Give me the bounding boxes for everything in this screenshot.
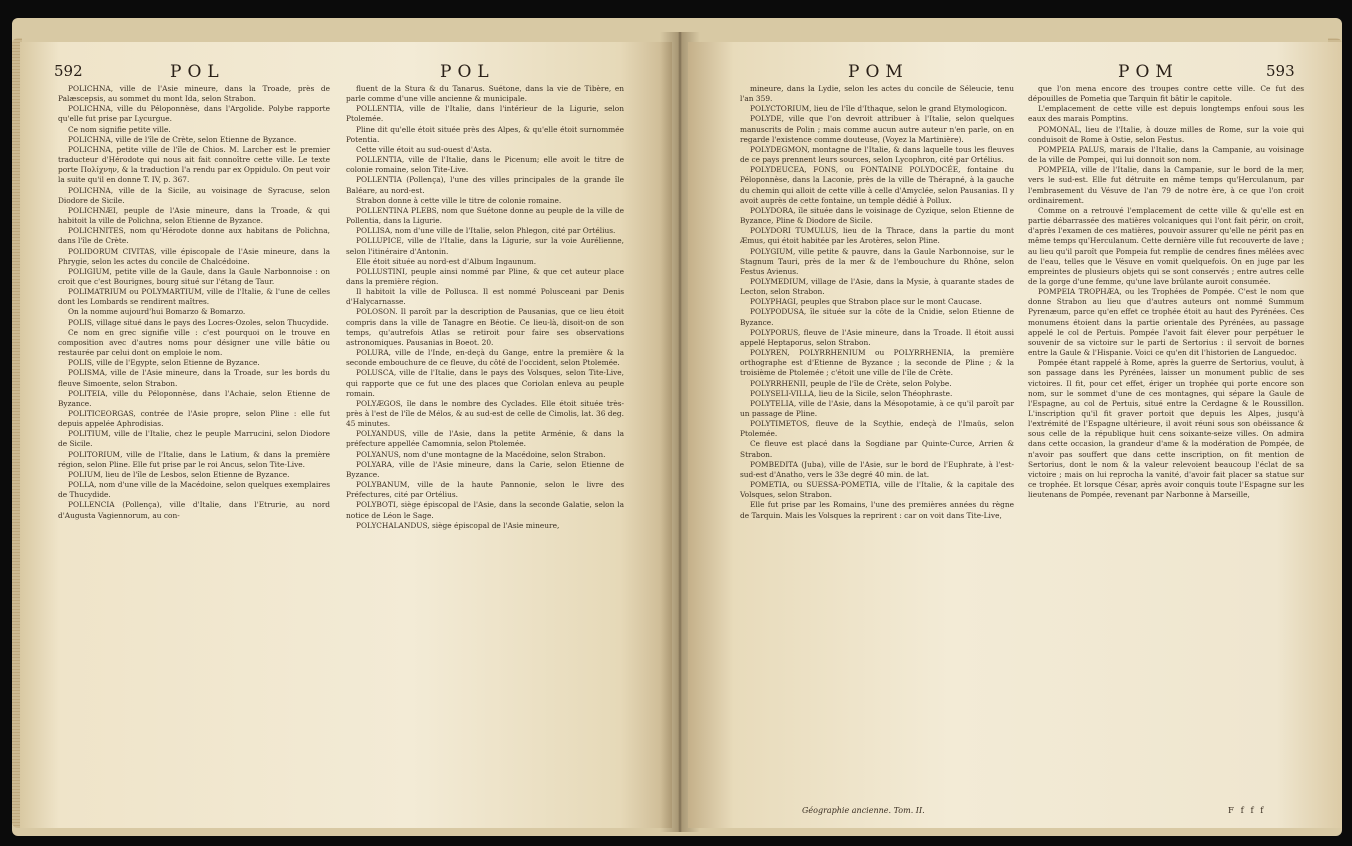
left-running-head-right: POL xyxy=(440,62,495,82)
entry-paragraph: POLIGIUM, petite ville de la Gaule, dans la Gaule Narbonnoise : on croit que c'est Bourignes, bourg situé sur l'étang de Taur. xyxy=(58,266,330,286)
entry-paragraph: POLYANDUS, ville de l'Asie, dans la petite Arménie, & dans la préfecture appellée Camomnia, selon Ptolemée. xyxy=(346,429,624,449)
entry-paragraph: POLYÆGOS, île dans le nombre des Cyclades. Elle étoit située très-près à l'est de l'île de Mélos, & au sud-est de celle de Cimolis, lat. 36 deg. 45 minutes. xyxy=(346,398,624,429)
entry-paragraph: POLYDORA, île située dans le voisinage de Cyzique, selon Etienne de Byzance, Pline & Diodore de Sicile. xyxy=(740,205,1014,226)
entry-paragraph: POLYPHAGI, peuples que Strabon place sur le mont Caucase. xyxy=(750,297,982,307)
open-book xyxy=(12,18,1342,836)
entry-paragraph: POLITIUM, ville de l'Italie, chez le peuple Marrucini, selon Diodore de Sicile. xyxy=(58,429,330,449)
entry-paragraph: Elle étoit située au nord-est d'Album Ingaunum. xyxy=(356,256,537,266)
left-page xyxy=(20,42,672,828)
right-running-head: POM xyxy=(1118,62,1179,82)
entry-paragraph: Strabon donne à cette ville le titre de colonie romaine. xyxy=(356,195,562,205)
entry-paragraph: Ce nom signifie petite ville. xyxy=(68,124,171,134)
entry-paragraph: POLICHNA, ville de la Sicile, au voisinage de Syracuse, selon Diodore de Sicile. xyxy=(58,185,330,205)
entry-paragraph: L'emplacement de cette ville est depuis longtemps enfoui sous les eaux des marais Pomptins. xyxy=(1028,104,1304,124)
entry-paragraph: POMPEIA PALUS, marais de l'Italie, dans la Campanie, au voisinage de la ville de Pompei, qui lui donnoit son nom. xyxy=(1028,144,1304,165)
entry-paragraph: POLIS, village situé dans le pays des Locres-Ozoles, selon Thucydide. xyxy=(68,317,329,327)
entry-paragraph: POLIDORUM CIVITAS, ville épiscopale de l'Asie mineure, dans la Phrygie, selon les actes du concile de Chalcédoine. xyxy=(58,246,330,266)
entry-paragraph: POLLENTIA, ville de l'Italie, dans l'intérieur de la Ligurie, selon Ptolemée. xyxy=(346,104,624,124)
entry-paragraph: Comme on a retrouvé l'emplacement de cette ville & qu'elle est en partie débarrassée des matières volcaniques qui l'ont fait périr, on croit, d'après l'examen de ces matières, pouvoir assurer qu'elle ne périt pas en même temps qu'Herculanum. Cette dernière ville fut recouverte de lave ; au lieu qu'il paroît que Pompeia fut remplie de cendres fines mêlées avec de l'eau, telles que le Vésuve en vomit quelquefois. On en juge par les empreintes de plusieurs objets qui se sont conservés ; entre autres celle de la gorge d'une femme, qu'une lave brûlante auroit consumée. xyxy=(1028,205,1304,286)
left-page-column-2 xyxy=(346,84,624,531)
entry-paragraph: Cette ville étoit au sud-ouest d'Asta. xyxy=(356,144,492,154)
entry-paragraph: POLYPORUS, fleuve de l'Asie mineure, dans la Troade. Il étoit aussi appelé Heptaporus, selon Strabon. xyxy=(740,327,1014,347)
entry-paragraph: POLITEIA, ville du Péloponnèse, dans l'Achaie, selon Etienne de Byzance. xyxy=(58,388,330,408)
entry-paragraph: fluent de la Stura & du Tanarus. Suétone, dans la vie de Tibère, en parle comme d'une ville ancienne & municipale. xyxy=(346,84,624,104)
entry-paragraph: mineure, dans la Lydie, selon les actes du concile de Séleucie, tenu l'an 359. xyxy=(740,84,1014,104)
entry-paragraph: On la nomme aujourd'hui Bomarzo & Bomarzo. xyxy=(68,307,246,317)
entry-paragraph: POMETIA, ou SUESSA-POMETIA, ville de l'Italie, & la capitale des Volsques, selon Strabon. xyxy=(740,480,1014,500)
entry-paragraph: POLLA, nom d'une ville de la Macédoine, selon quelques exemplaires de Thucydide. xyxy=(58,480,330,500)
entry-paragraph: POLYDE, ville que l'on devroit attribuer à l'Italie, selon quelques manuscrits de Polin ; mais comme aucun autre auteur n'en parle, on en regarde l'existence comme douteuse, (Voyez la Martinière). xyxy=(740,114,1014,144)
entry-paragraph: POMBEDITA (Juba), ville de l'Asie, sur le bord de l'Euphrate, à l'est-sud-est d'Anatho, vers le 33e degré 40 min. de lat. xyxy=(740,459,1014,479)
entry-paragraph: POLYPODUSA, île située sur la côte de la Cnidie, selon Etienne de Byzance. xyxy=(740,307,1014,327)
entry-paragraph: Pompée étant rappelé à Rome, après la guerre de Sertorius, voulut, à son passage dans les Pyrénées, laisser un monument public de ses victoires. Il fit, pour cet effet, ériger un trophée qui porte encore son nom, sur le sommet d'une de ces montagnes, qui sépare la Gaule de l'Espagne, au col de Pertuis, situé entre la Cerdagne & le Roussillon. L'inscription qu'il fit graver portoit que depuis les Alpes, jusqu'à l'extrémité de l'Espagne ultérieure, il avoit réuni sous son obéissance & sous celle de la république huit cens soixante-seize villes. On admira dans cette occasion, la grandeur d'ame & la modération de Pompée, de n'avoir pas souffert que dans cette inscription, on fit mention de Sertorius, dont le nom & la valeur relevoient beaucoup l'éclat de sa victoire ; mais on lui reprocha la vanité, d'avoir fait placer sa statue sur ce trophée. Et lorsque César, après avoir conquis toute l'Espagne sur les lieutenans de Pompée, revenant par Narbonne à Marseille, xyxy=(1028,358,1304,500)
entry-paragraph: POLICHNA, ville du Péloponnèse, dans l'Argolide. Polybe rapporte qu'elle fut prise par Lycurgue. xyxy=(58,104,330,124)
right-running-head-left: POM xyxy=(848,62,909,82)
entry-paragraph: POMPEIA TROPHÆA, ou les Trophées de Pompée. C'est le nom que donne Strabon au lieu que d'autres auteurs ont nommé Summum Pyrenæum, parce qu'en effet ce trophée étoit au haut des Pyrénées. Ces monumens étoient dans la partie orientale des Pyrénées, au passage appelé le col de Pertuis. Pompée l'avoit fait élever pour perpétuer le souvenir de sa victoire sur le parti de Sertorius : il servoit de bornes entre la Gaule & l'Hispanie. Voici ce qu'en dit l'historien de Languedoc. xyxy=(1028,287,1304,358)
left-page-number: 592 xyxy=(54,62,83,80)
entry-paragraph: POLICHNÆI, peuple de l'Asie mineure, dans la Troade, & qui habitoit la ville de Polichna, selon Etienne de Byzance. xyxy=(58,205,330,226)
entry-paragraph: POLIMATRIUM ou POLYMARTIUM, ville de l'Italie, & l'une de celles dont les Lombards se rendirent maîtres. xyxy=(58,287,330,307)
entry-paragraph: POLIS, ville de l'Egypte, selon Etienne de Byzance. xyxy=(68,358,260,368)
entry-paragraph: POLYCHALANDUS, siège épiscopal de l'Asie mineure, xyxy=(356,520,560,530)
entry-paragraph: POLYDEGMON, montagne de l'Italie, & dans laquelle tous les fleuves de ce pays prennent leurs sources, selon Lycophron, cité par Ortélius. xyxy=(740,144,1014,165)
entry-paragraph: POLLISA, nom d'une ville de l'Italie, selon Phlegon, cité par Ortélius. xyxy=(356,226,616,236)
page-footer-title: Géographie ancienne. Tom. II. xyxy=(802,806,925,815)
right-page-number: 593 xyxy=(1266,62,1295,80)
entry-paragraph: POLLENCIA (Pollença), ville d'Italie, dans l'Etrurie, au nord d'Augusta Vagiennorum, au con- xyxy=(58,500,330,520)
left-running-head: POL xyxy=(170,62,225,82)
entry-paragraph: POLYARA, ville de l'Asie mineure, dans la Carie, selon Etienne de Byzance. xyxy=(346,459,624,479)
entry-paragraph: POLLENTINA PLEBS, nom que Suétone donne au peuple de la ville de Pollentia, dans la Ligurie. xyxy=(346,205,624,226)
entry-paragraph: POLUSCA, ville de l'Italie, dans le pays des Volsques, selon Tite-Live, qui rapporte que ce fut une des places que Coriolan enleva au peuple romain. xyxy=(346,368,624,398)
right-page xyxy=(688,42,1342,828)
entry-paragraph: POLYDORI TUMULUS, lieu de la Thrace, dans la partie du mont Æmus, qui étoit habitée par les Arotères, selon Pline. xyxy=(740,226,1014,246)
entry-paragraph: Elle fut prise par les Romains, l'une des premières années du règne de Tarquin. Mais les Volsques la reprirent : car on voit dans Tite-Live, xyxy=(740,500,1014,520)
entry-paragraph: POLOSON. Il paroît par la description de Pausanias, que ce lieu étoit compris dans la ville de Tanagre en Béotie. Ce lieu-là, disoit-on de son temps, qu'autrefois Atlas se retiroit pour faire ses observations astronomiques. Pausanias in Boeot. 20. xyxy=(346,307,624,347)
right-page-column-2 xyxy=(1028,84,1304,500)
entry-paragraph: POLYGIUM, ville petite & pauvre, dans la Gaule Narbonnoise, sur le Stagnum Tauri, près de la mer & de l'embouchure du Rhône, selon Festus Avienus. xyxy=(740,246,1014,276)
entry-paragraph: POLICHNA, ville de l'Asie mineure, dans la Troade, près de Palæscepsis, au sommet du mont Ida, selon Strabon. xyxy=(58,84,330,104)
left-page-column-1 xyxy=(58,84,330,521)
entry-paragraph: POLIUM, lieu de l'île de Lesbos, selon Etienne de Byzance. xyxy=(68,469,290,479)
entry-paragraph: POLYTIMETOS, fleuve de la Scythie, endeçà de l'Imaüs, selon Ptolemée. xyxy=(740,419,1014,439)
entry-paragraph: POLYRRHENII, peuple de l'île de Crète, selon Polybe. xyxy=(750,378,952,388)
entry-paragraph: POMONAL, lieu de l'Italie, à douze milles de Rome, sur la voie qui conduisoit de Rome à Ostie, selon Festus. xyxy=(1028,124,1304,144)
entry-paragraph: POLLENTIA (Pollença), l'une des villes principales de la grande île Baléare, au nord-est. xyxy=(346,175,624,195)
entry-paragraph: Ce fleuve est placé dans la Sogdiane par Quinte-Curce, Arrien & Strabon. xyxy=(740,439,1014,459)
entry-paragraph: POLICHNA, ville de l'île de Crète, selon Etienne de Byzance. xyxy=(68,134,297,144)
entry-paragraph: POLITORIUM, ville de l'Italie, dans le Latium, & dans la première région, selon Pline. Elle fut prise par le roi Ancus, selon Tite-Live. xyxy=(58,449,330,469)
entry-paragraph: POLYCTORIUM, lieu de l'île d'Ithaque, selon le grand Etymologicon. xyxy=(750,104,1008,114)
entry-paragraph: POLLENTIA, ville de l'Italie, dans le Picenum; elle avoit le titre de colonie romaine, selon Tite-Live. xyxy=(346,155,624,175)
entry-paragraph: POLYDEUCEA, FONS, ou FONTAINE POLYDOCÉE, fontaine du Péloponnèse, dans la Laconie, près de la ville de Thérapné, à la gauche du chemin qui alloit de cette ville à celle d'Amyclée, selon Pausanias. Il y avoit auprès de cette fontaine, un temple dédié à Pollux. xyxy=(740,165,1014,205)
entry-paragraph: POLYBOTI, siège épiscopal de l'Asie, dans la seconde Galatie, selon la notice de Léon le Sage. xyxy=(346,500,624,520)
entry-paragraph: POLYMEDIUM, village de l'Asie, dans la Mysie, à quarante stades de Lecton, selon Strabon. xyxy=(740,276,1014,297)
entry-paragraph: que l'on mena encore des troupes contre cette ville. Ce fut des dépouilles de Pometia que Tarquin fit bâtir le capitole. xyxy=(1028,84,1304,104)
entry-paragraph: Il habitoit la ville de Pollusca. Il est nommé Polusceani par Denis d'Halycarnasse. xyxy=(346,287,624,307)
entry-paragraph: POLYTELIA, ville de l'Asie, dans la Mésopotamie, à ce qu'il paroît par un passage de Pline. xyxy=(740,398,1014,418)
entry-paragraph: POLYSELI-VILLA, lieu de la Sicile, selon Théophraste. xyxy=(750,388,953,398)
entry-paragraph: POLYBANUM, ville de la haute Pannonie, selon le livre des Préfectures, cité par Ortélius. xyxy=(346,480,624,500)
entry-paragraph: POLISMA, ville de l'Asie mineure, dans la Troade, sur les bords du fleuve Simoente, selon Strabon. xyxy=(58,368,330,388)
right-page-column-1 xyxy=(740,84,1014,521)
entry-paragraph: Pline dit qu'elle étoit située près des Alpes, & qu'elle étoit surnommée Potentia. xyxy=(346,124,624,144)
entry-paragraph: POLYREN, POLYRRHENIUM ou POLYRRHENIA, la première orthographe est d'Etienne de Byzance ; la seconde de Pline ; & la troisième de Ptolemée ; c'étoit une ville de l'île de Crète. xyxy=(740,348,1014,378)
entry-paragraph: POLICHNITES, nom qu'Hérodote donne aux habitans de Polichna, dans l'île de Crète. xyxy=(58,226,330,246)
entry-paragraph: Ce nom en grec signifie ville : c'est pourquoi on le trouve en composition avec d'autres noms pour désigner une ville bâtie ou restaurée par celui dont on emploie le nom. xyxy=(58,327,330,358)
entry-paragraph: POMPEIA, ville de l'Italie, dans la Campanie, sur le bord de la mer, vers le sud-est. Elle fut détruite en même temps qu'Herculanum, par l'embrasement du Vésuve de l'an 79 de notre ère, à ce que l'on croit ordinairement. xyxy=(1028,165,1304,205)
entry-paragraph: POLITICEORGAS, contrée de l'Asie propre, selon Pline : elle fut depuis appelée Aphrodisias. xyxy=(58,409,330,429)
entry-paragraph: POLICHNA, petite ville de l'île de Chios. M. Larcher est le premier traducteur d'Hérodote qui nous ait fait connoître cette ville. Le texte porte Πολίχνην, & la traduction l'a rendu par ex Oppidulo. On peut voir la suite qu'il en donne T. IV, p. 367. xyxy=(58,144,330,185)
entry-paragraph: POLLUSTINI, peuple ainsi nommé par Pline, & que cet auteur place dans la première région. xyxy=(346,266,624,286)
entry-paragraph: POLURA, ville de l'Inde, en-deçà du Gange, entre la première & la seconde embouchure de ce fleuve, du côté de l'occident, selon Ptolemée. xyxy=(346,348,624,368)
entry-paragraph: POLLUPICE, ville de l'Italie, dans la Ligurie, sur la voie Aurélienne, selon l'itinéraire d'Antonin. xyxy=(346,236,624,256)
signature-mark: F f f f xyxy=(1228,806,1266,816)
entry-paragraph: POLYANUS, nom d'une montagne de la Macédoine, selon Strabon. xyxy=(356,449,606,459)
